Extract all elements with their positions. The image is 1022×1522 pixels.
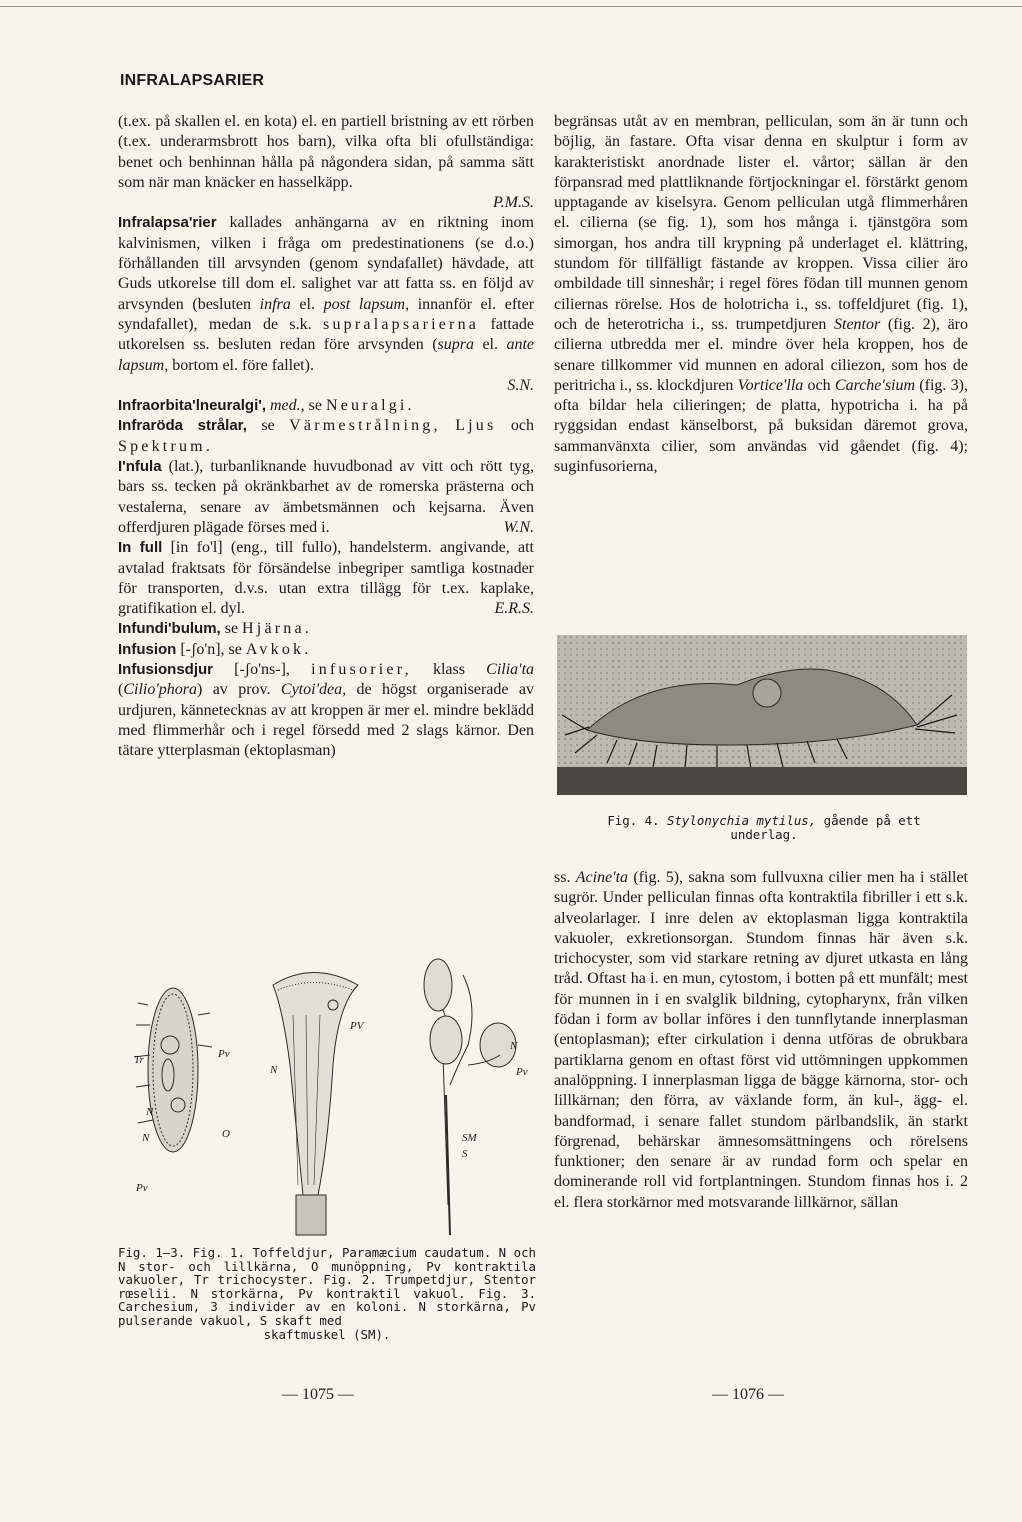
entry-infusion: Infusion [-ʃo'n], se Avkok. <box>118 640 312 658</box>
label-pv2: Pv <box>136 1182 148 1194</box>
label-pv3: Pv <box>516 1066 528 1078</box>
figure-1-3-caption: Fig. 1—3. Fig. 1. Toffeldjur, Paramæcium caudatum. N och N stor- och lillkärna, O munöppning, Pv kontraktila vakuoler, Tr trichocyster. Fig. 2. Trumpetdjur, Stentor rœselii. N storkärna, Pv kontraktil vakuol. Fig. 3. Carchesium, 3 individer av en koloni. N storkärna, Pv pulserande vakuol, S skaft med skaftmuskel (SM). <box>118 1245 536 1342</box>
label-n2: N <box>142 1132 150 1144</box>
figure-4-caption: Fig. 4. Stylonychia mytilus, gående på ett underlag. <box>607 813 921 842</box>
label-s: S <box>462 1148 468 1160</box>
page-header: INFRALAPSARIER <box>120 72 265 89</box>
figure-1-3-illustration <box>128 945 548 1240</box>
label-pv-stentor: PV <box>350 1020 364 1032</box>
left-column <box>118 112 534 762</box>
paragraph-fraktur: (t.ex. på skallen el. en kota) el. en partiell bristning av ett rörben (t.ex. underarmsbrott hos barn), vilka ofta bli ofullständiga: benet och benhinnan hålla på någondera sidan, på samma sätt som när man knäcker en hasselkäpp. P.M.S. <box>118 112 534 213</box>
carchesium-drawing <box>424 959 516 1235</box>
label-tr: Tr <box>134 1054 144 1066</box>
entry-infundibulum: Infundi'bulum, se Hjärna. <box>118 620 312 638</box>
label-o: O <box>222 1128 230 1140</box>
paragraph-acineta: ss. Acine'ta (fig. 5), sakna som fullvuxna cilier men ha i stället sugrör. Under pelliculan finnas ofta kontraktila fibriller i ett s.k. alveolarlager. I inre delen av ektoplasman ligga kontraktila vakuoler, exkretionsorgan. Stundom finnas här även s.k. trichocyster, som vid starkare retning av djuret utkasta en lång tråd. Oftast ha i. en mun, cytostom, i botten på ett munfält; mest för munnen in i en svalglik bildning, cytopharynx, från vilken födan i form av bollar införes i den tunnflytande innerplasman (entoplasman); efter cirkulation i denna utföras de obrukbara partiklarna genom en oftast först vid uttömningen uppkommen analöppning. I innerplasman ligga de bägge kärnorna, stor- och lillkärnan; den förra, av växlande form, än kul-, ägg- el. bandformad, i senare fallet stundom pärlbandslik, än starkt förgrenad, behärskar ämnesomsättningens och rörelsens funktioner; den senare är av rundad form och spelar en dominerande roll vid fortplantningen. Stundom finnas hos i. 2 el. flera storkärnor med motsvarande lillkärnor, sällan <box>554 869 968 1211</box>
top-rule <box>0 6 1022 7</box>
right-column-lower <box>554 868 968 1213</box>
label-n4: N <box>510 1040 518 1052</box>
page-number-right: — 1076 — <box>712 1386 784 1403</box>
label-pv: Pv <box>218 1048 230 1060</box>
headword: Infralapsa'rier <box>118 214 217 232</box>
signature: P.M.S. <box>492 194 534 212</box>
signature: W.N. <box>503 518 534 536</box>
signature: E.R.S. <box>494 600 534 618</box>
entry-infraroda-stralar: Infraröda strålar, se Värmestrålning, Ljus och Spektrum. <box>118 417 535 455</box>
entry-infula: I'nfula (lat.), turbanliknande huvudbonad av vitt och rött tyg, bars ss. tecken på okränkbarhet av de romerska prästerna och vestalerna, senare av ämbetsmännen och kejsarna. Även offerdjuren plägade förses med i. W.N. <box>118 457 534 538</box>
label-n3: N <box>270 1064 278 1076</box>
stentor-drawing <box>273 973 358 1236</box>
entry-in-full: In full [in fo'l] (eng., till fullo), handelsterm. angivande, att avtalad fraktsats för försändelse inbegriper samtliga kostnader för transporten, d.v.s. utan extra tillägg för t.ex. kaplake, gratifikation el. dyl. E.R.S. <box>118 538 534 619</box>
label-sm: SM <box>462 1132 477 1144</box>
figure-4-illustration <box>557 635 967 795</box>
entry-infusionsdjur: Infusionsdjur [-ʃo'ns-], infusorier, klass Cilia'ta (Cilio'phora) av prov. Cytoi'dea, de högst organiserade av urdjuren, kännetecknas av att kroppen är mer el. mindre beklädd med flimmerhår och i regel försedd med 2 slags kärnor. Den tätare ytterplasman (ektoplasman) <box>118 661 535 760</box>
entry-infraorbitalneuralgi: Infraorbita'lneuralgi', med., se Neuralgi. <box>118 397 415 415</box>
entry-infralapsarier: Infralapsa'rier kallades anhängarna av en riktning inom kalvinismen, vilken i fråga om predestinationens (se d.o.) förhållanden till arvsynden (genom syndafallet) hävdade, att Guds utkorelse till dom el. salighet var att fatta ss. en följd av arvsynden (besluten infra el. post lapsum, innanför el. efter syndafallet), medan de s.k. supralapsarierna fattade utkorelsen ss. besluten redan före arvsynden (supra el. ante lapsum, bortom el. före fallet). S.N. <box>118 213 534 396</box>
right-column <box>554 112 968 477</box>
paramecium-drawing <box>134 988 212 1152</box>
label-n1: N <box>146 1106 154 1118</box>
signature: S.N. <box>507 376 534 394</box>
paragraph-continued: begränsas utåt av en membran, pelliculan, som än är tunn och böjlig, än fastare. Ofta visar denna en skulptur i form av karakteristiskt anordnade lister el. vårtor; sällan är den förpansrad med plattliknande förtjockningar el. förstärkt genom upptagande av kiselsyra. Genom pelliculan utgå flimmerhåren el. cilierna (se fig. 1), som hos många i. tjänstgöra som simorgan, hos andra till krypning på underlaget el. klättring, stundom för tillfälligt fästande av kroppen. Vissa cilier äro ombildade till sinneshår; i regel föres födan till munnen genom ciliernas rörelse. Hos de holotricha i., ss. toffeldjuret (fig. 1), och de heterotricha i., ss. trumpetdjuren Stentor (fig. 2), äro cilierna utbredda mer el. mindre över hela kroppen, hos de senare tillkommer vid munnen en adoral ciliezon, som hos de peritricha i., ss. klockdjuren Vortice'lla och Carche'sium (fig. 3), ofta bildar hela cilieringen; de platta, hypotricha i. ha på ryggsidan endast känselborst, på buksidan däremot grova, sammanvänxta cilier, som användas vid gåendet (fig. 4); suginfusorierna, <box>554 113 969 476</box>
page-number-left: — 1075 — <box>282 1386 354 1403</box>
